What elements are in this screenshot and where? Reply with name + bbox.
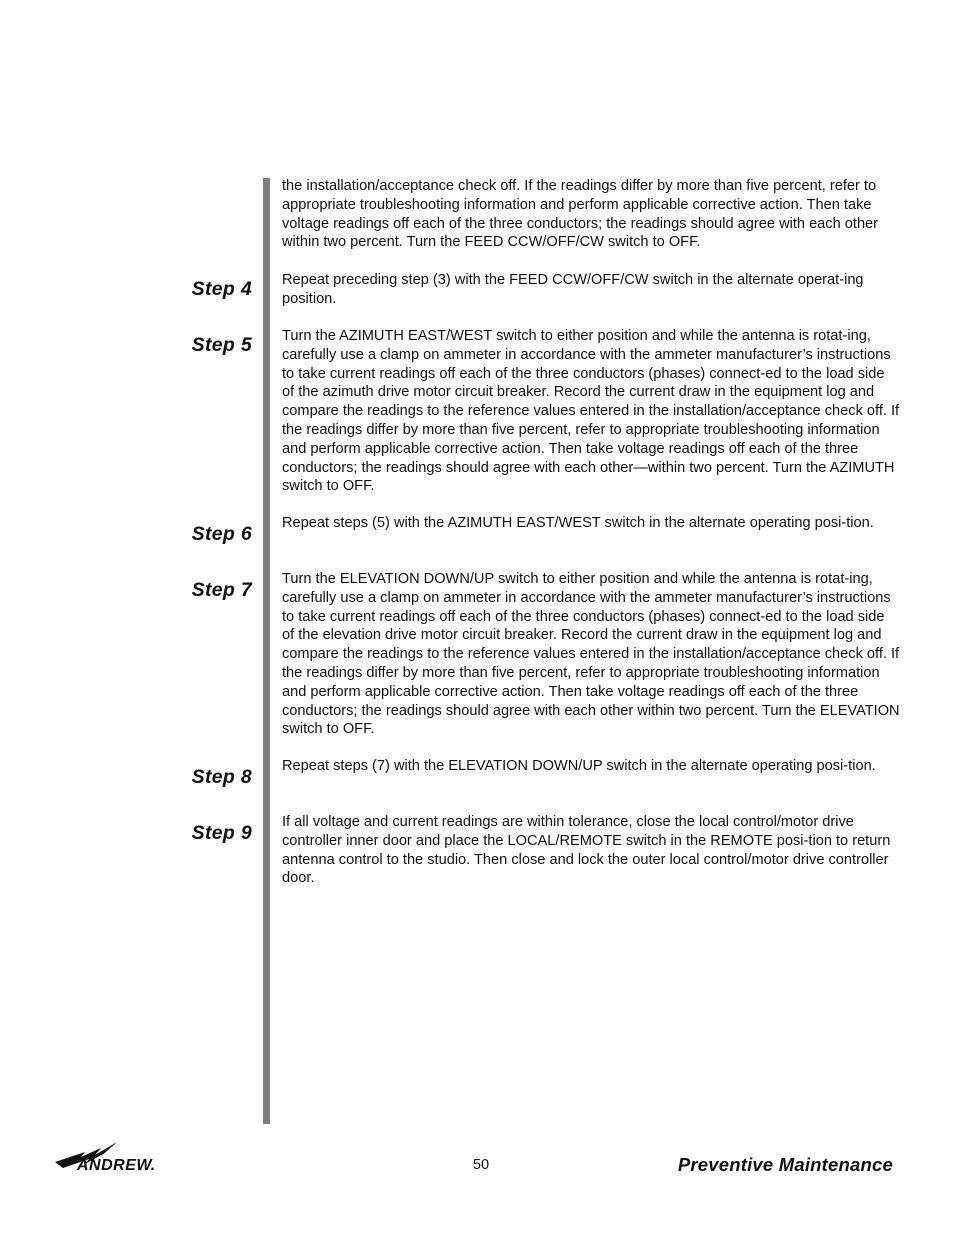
step-8-label: Step 8 [191, 766, 252, 788]
step-6-text: Repeat steps (5) with the AZIMUTH EAST/WEST switch in the alternate operating posi-tion. [282, 515, 874, 531]
step-9-text: If all voltage and current readings are within tolerance, close the local control/motor drive controller inner door and place the LOCAL/REMOTE switch in the REMOTE posi-tion to return antenna control to the studio. Then close and lock the outer local control/motor drive controller door. [282, 814, 891, 887]
page-number: 50 [472, 1157, 490, 1173]
section-title: Preventive Maintenance [677, 1154, 893, 1175]
step-5-text: Turn the AZIMUTH EAST/WEST switch to either position and while the antenna is rotat-ing, carefully use a clamp on ammeter in accordance with the ammeter manufacturer’s instructions to take current readings off each of the three conductors (phases) connect-ed to the load side of the azimuth drive motor circuit breaker. Record the current draw in the equipment log and compare the readings to the reference values entered in the installation/acceptance check off. If the readings differ by more than five percent, refer to appropriate troubleshooting information and perform applicable corrective action. Then take voltage readings off each of the three conductors; the readings should agree with each other—within two percent. Turn the AZIMUTH switch to OFF. [282, 328, 900, 495]
step-5-label: Step 5 [191, 334, 252, 356]
logo-wordmark: ANDREW. [77, 1157, 156, 1174]
step-4-text: Repeat preceding step (3) with the FEED CCW/OFF/CW switch in the alternate operat-ing position. [282, 272, 864, 307]
step-4-label: Step 4 [191, 278, 252, 300]
step-6-label: Step 6 [191, 523, 252, 545]
margin-rule [263, 178, 270, 1124]
andrew-logo [55, 1140, 173, 1180]
step-8-text: Repeat steps (7) with the ELEVATION DOWN/UP switch in the alternate operating posi-tion. [282, 758, 876, 774]
step-9-label: Step 9 [191, 822, 252, 844]
step-7-text: Turn the ELEVATION DOWN/UP switch to either position and while the antenna is rotat-ing, carefully use a clamp on ammeter in accordance with the ammeter manufacturer’s instructions to take current readings off each of the three conductors (phases) connect-ed to the load side of the elevation drive motor circuit breaker. Record the current draw in the equipment log and compare the readings to the reference values entered in the installation/acceptance check off. If the readings differ by more than five percent, refer to appropriate troubleshooting information and perform applicable corrective action. Then take voltage readings off each of the three conductors; the readings should agree with each other within two percent. Turn the ELEVATION switch to OFF. [282, 571, 900, 738]
step-7-label: Step 7 [191, 579, 252, 601]
continued-paragraph: the installation/acceptance check off. If the readings differ by more than five percent, refer to appropriate troubleshooting information and perform applicable corrective action. Then take voltage readings off each of the three conductors; the readings should agree with each other within two percent. Turn the FEED CCW/OFF/CW switch to OFF. [282, 178, 879, 251]
